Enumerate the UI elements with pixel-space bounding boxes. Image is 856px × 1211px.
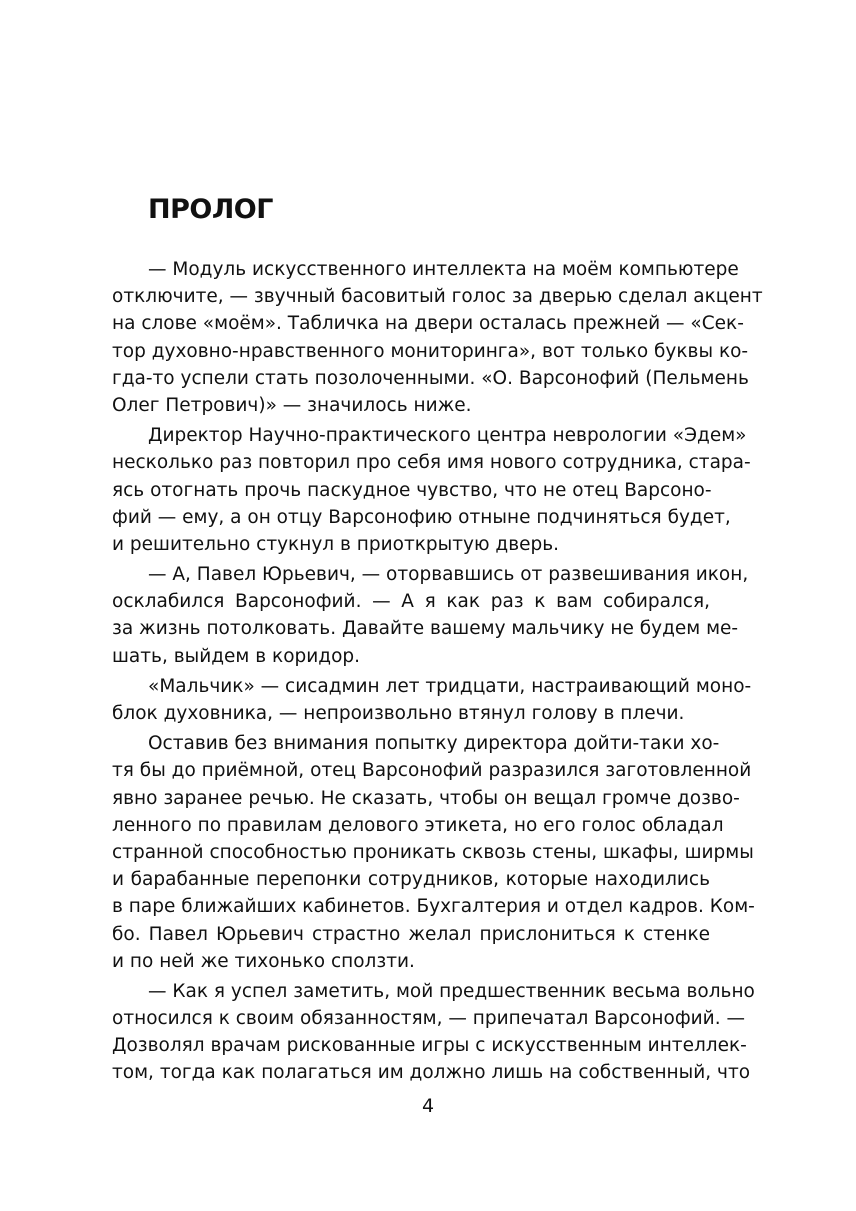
text-line: осклабился Варсонофий. — А я как раз к вам собирался, [112, 591, 710, 613]
text-line: в паре ближайших кабинетов. Бухгалтерия и отдел кадров. Ком- [112, 896, 755, 918]
text-line: — А, Павел Юрьевич, — оторвавшись от развешивания икон, [148, 564, 749, 586]
text-line: Оставив без внимания попытку директора дойти-таки хо- [148, 733, 720, 755]
paragraph [112, 730, 755, 975]
body-text [112, 256, 763, 1090]
text-line: бо. Павел Юрьевич страстно желал прислониться к стенке [112, 923, 710, 945]
text-line: «Мальчик» — сисадмин лет тридцати, настраивающий моно- [148, 675, 752, 697]
text-line: и решительно стукнул в приоткрытую дверь. [112, 533, 560, 555]
text-line: блок духовника, — непроизвольно втянул голову в плечи. [112, 703, 685, 724]
text-line: на слове «моём». Табличка на двери осталась прежней — «Сек- [112, 313, 744, 335]
text-line: шать, выйдем в коридор. [112, 645, 361, 667]
text-line: ясь отогнать прочь паскудное чувство, что не отец Варсоно- [112, 479, 712, 501]
text-line: несколько раз повторил про себя имя нового сотрудника, стара- [112, 452, 751, 474]
page-title: ПРОЛОГ [148, 194, 273, 225]
text-line: ленного по правилам делового этикета, но его голос обладал [112, 814, 724, 836]
text-line: явно заранее речью. Не сказать, чтобы он вещал громче дозво- [112, 787, 740, 809]
text-line: странной способностью проникать сквозь стены, шкафы, ширмы [112, 841, 754, 863]
text-line: относился к своим обязанностям, — припечатал Варсонофий. — [112, 1008, 745, 1030]
text-line: Дозволял врачам рискованные игры с искусственным интеллек- [112, 1035, 747, 1057]
page-number: 4 [421, 1095, 435, 1117]
text-line: и по ней же тихонько сползти. [112, 950, 415, 972]
text-line: Директор Научно-практического центра неврологии «Эдем» [148, 425, 747, 447]
paragraph [112, 561, 749, 670]
text-line: фий — ему, а он отцу Варсонофию отныне подчиняться будет, [112, 506, 731, 528]
paragraph [112, 256, 763, 419]
text-line: том, тогда как полагаться им должно лишь на собственный, что [112, 1062, 751, 1084]
text-line: — Как я успел заметить, мой предшественник весьма вольно [148, 980, 755, 1002]
text-line: — Модуль искусственного интеллекта на моём компьютере [148, 259, 739, 280]
text-line: гда-то успели стать позолоченными. «О. Варсонофий (Пельмень [112, 367, 749, 389]
text-line: тор духовно-нравственного мониторинга», вот только буквы ко- [112, 340, 749, 362]
text-line: Олег Петрович)» — значилось ниже. [112, 394, 472, 416]
paragraph [112, 673, 752, 727]
paragraph [112, 422, 751, 558]
text-line: отключите, — звучный басовитый голос за дверью сделал акцент [112, 286, 763, 308]
text-line: тя бы до приёмной, отец Варсонофий разразился заготовленной [112, 760, 752, 782]
paragraph [112, 978, 755, 1087]
text-line: и барабанные перепонки сотрудников, которые находились [112, 869, 710, 891]
text-line: за жизнь потолковать. Давайте вашему мальчику не будем ме- [112, 618, 739, 640]
